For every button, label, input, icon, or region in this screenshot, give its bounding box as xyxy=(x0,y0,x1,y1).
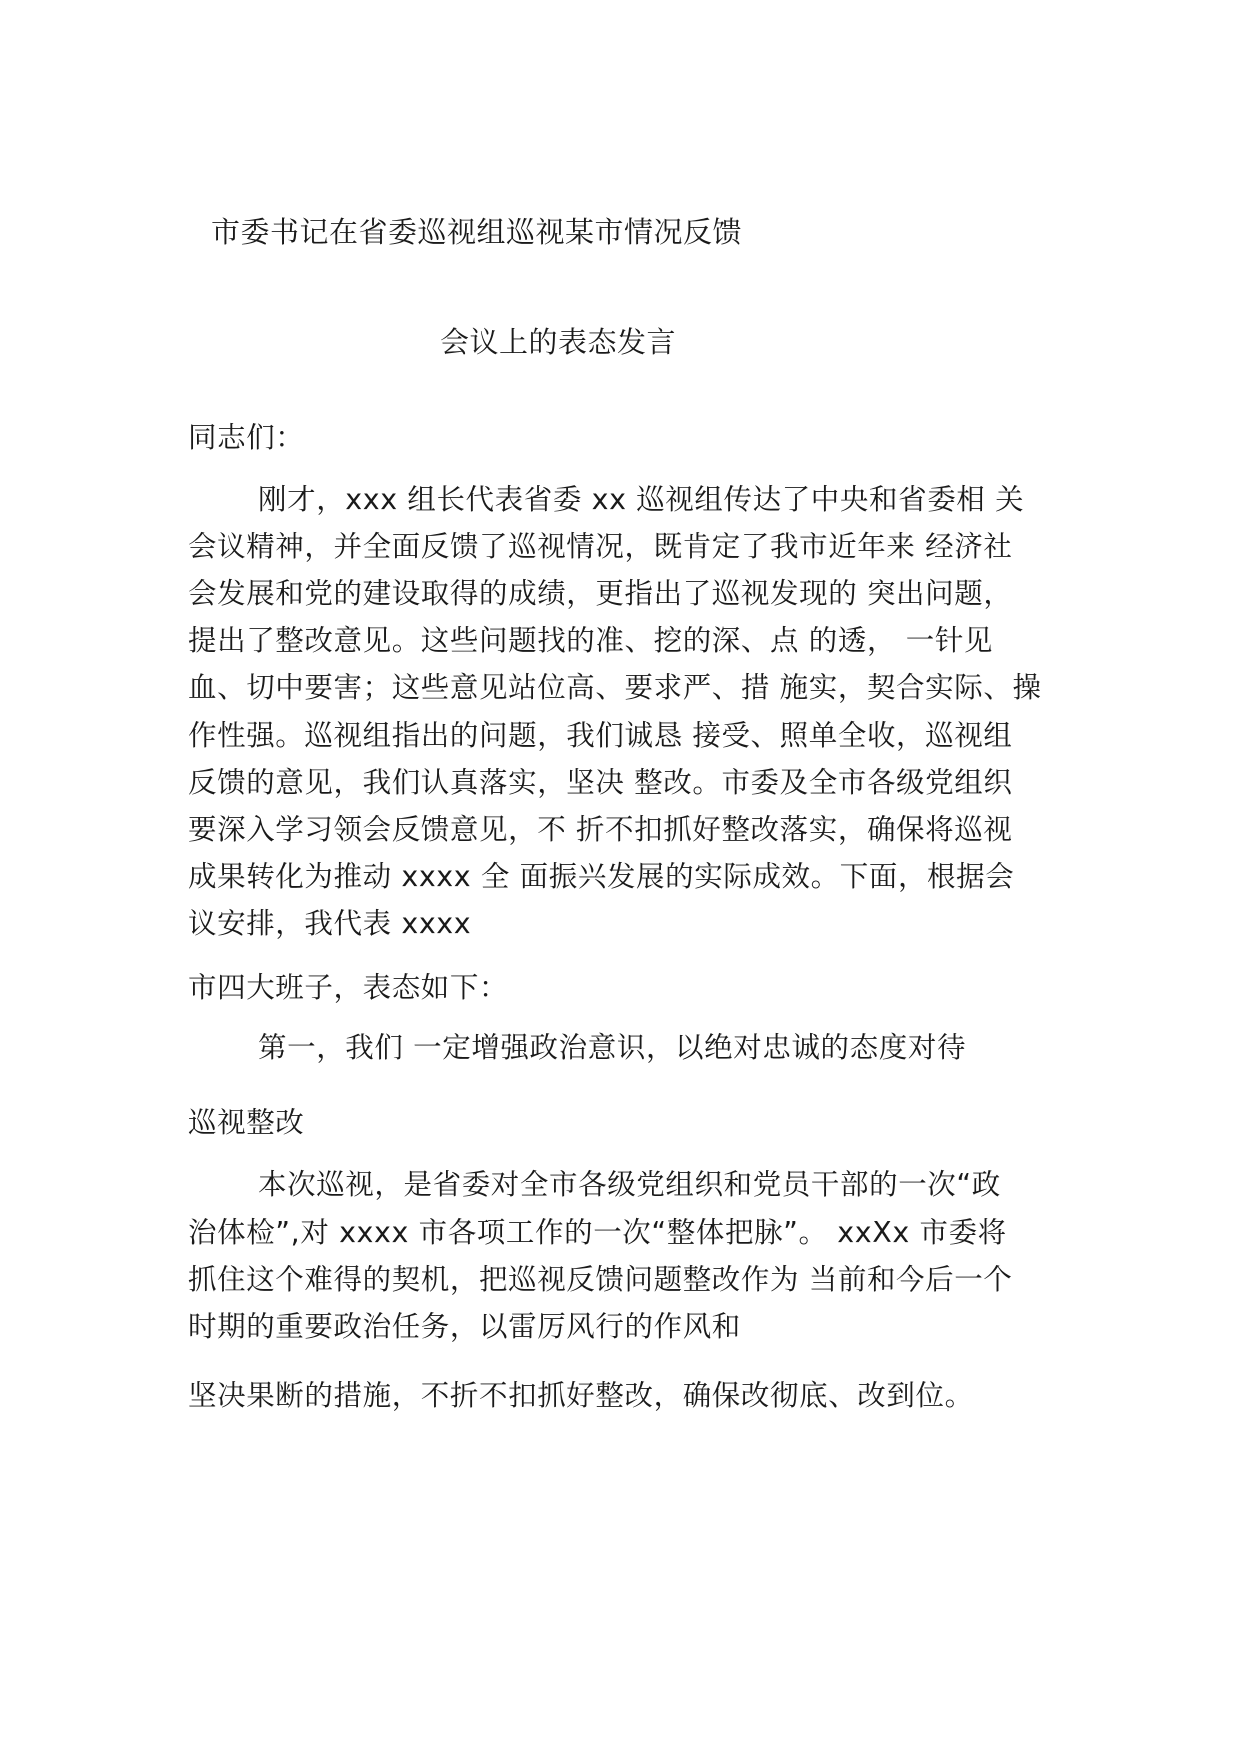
body-line: 时期的重要政治任务，以雷厉风行的作风和 xyxy=(188,1310,741,1343)
body-line: 会议精神，并全面反馈了巡视情况，既肯定了我市近年来 经济社 xyxy=(188,530,1013,563)
body-line: 市四大班子，表态如下： xyxy=(188,971,509,1004)
document-title-line-2: 会议上的表态发言 xyxy=(440,325,677,359)
section-heading-line: 巡视整改 xyxy=(188,1106,305,1139)
body-line: 血、切中要害；这些意见站位高、要求严、措 施实，契合实际、操 xyxy=(188,671,1042,704)
body-line: 抓住这个难得的契机，把巡视反馈问题整改作为 当前和今后一个 xyxy=(188,1263,1013,1296)
body-line: 刚才，xxx 组长代表省委 xx 巡视组传达了中央和省委相 关 xyxy=(258,483,1025,516)
body-line: 成果转化为推动 xxxx 全 面振兴发展的实际成效。下面，根据会 xyxy=(188,860,1015,893)
salutation: 同志们： xyxy=(188,421,305,454)
document-title-line-1: 市委书记在省委巡视组巡视某市情况反馈 xyxy=(211,215,743,249)
body-line: 治体检”,对 xxxx 市各项工作的一次“整体把脉”。 xxXx 市委将 xyxy=(188,1216,1007,1249)
section-heading-line: 第一，我们 一定增强政治意识，以绝对忠诚的态度对待 xyxy=(258,1031,967,1064)
body-line: 作性强。巡视组指出的问题，我们诚恳 接受、照单全收，巡视组 xyxy=(188,719,1013,752)
body-line: 要深入学习领会反馈意见，不 折不扣抓好整改落实，确保将巡视 xyxy=(188,813,1013,846)
body-line: 本次巡视，是省委对全市各级党组织和党员干部的一次“政 xyxy=(258,1168,1001,1201)
body-line: 议安排，我代表 xxxx xyxy=(188,907,472,940)
body-line: 会发展和党的建设取得的成绩，更指出了巡视发现的 突出问题， xyxy=(188,577,1013,610)
body-line: 反馈的意见，我们认真落实，坚决 整改。市委及全市各级党组织 xyxy=(188,766,1013,799)
body-line: 坚决果断的措施，不折不扣抓好整改，确保改彻底、改到位。 xyxy=(188,1379,974,1412)
body-line: 提出了整改意见。这些问题找的准、挖的深、点 的透， 一针见 xyxy=(188,624,994,657)
